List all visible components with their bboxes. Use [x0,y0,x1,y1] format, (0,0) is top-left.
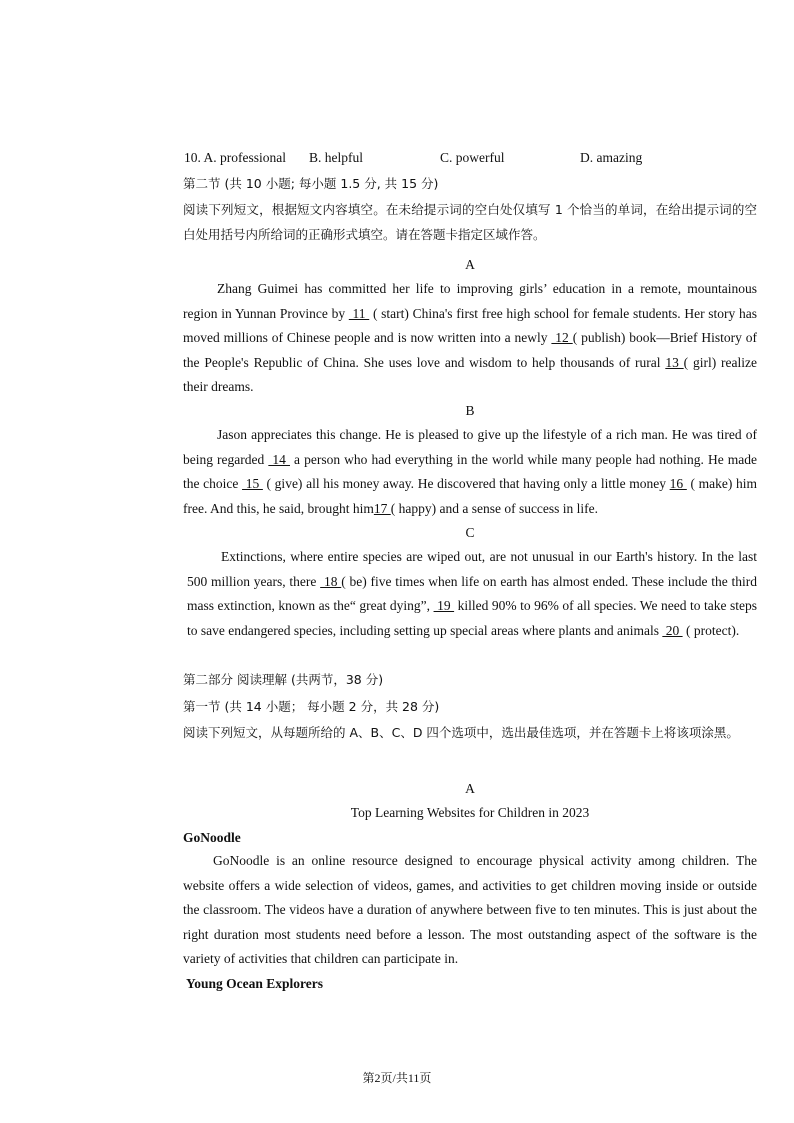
passage-a-text-1: Zhang Guimei has committed her life to improving girls’ education in a remote, mountainous region in Yunnan Province by [183,281,757,321]
page-number: 第2页/共11页 [362,1071,432,1085]
part2-instructions: 阅读下列短文，从每题所给的 A、B、C、D 四个选项中，选出最佳选项，并在答题卡上将该项涂黑。 [183,725,739,740]
blank-13[interactable]: 13 [665,354,684,370]
q10-option-c: C. powerful [440,150,505,165]
blank-19[interactable]: 19 [433,598,455,613]
passage-a-label: A [465,257,475,272]
blank-15[interactable]: 15 [242,476,263,491]
passage-c-text-2: ( be) five times when life on earth has almost ended. These include the third mass extinction, known as the“ great dying”, [187,573,758,613]
part2-heading: 第二部分 阅读理解 (共两节，38 分) [183,672,384,687]
part2-section1-heading: 第一节 (共 14 小题； 每小题 2 分，共 28 分) [183,699,440,714]
blank-18[interactable]: 18 [320,573,342,589]
blank-11[interactable]: 11 [348,305,370,321]
blank-14[interactable]: 14 [268,451,290,467]
q10-option-b: B. helpful [309,150,363,165]
passage-c-label: C [465,525,475,540]
reading-a-title: Top Learning Websites for Children in 2023 [350,805,590,820]
blank-12[interactable]: 12 [551,330,573,345]
passage-b-text-2: a person who had everything in the world while many people had nothing. He made the choice [183,451,757,491]
passage-c-text-1: Extinctions, where entire species are wiped out, are not unusual in our Earth's history. In the last 500 million years, there [187,549,757,589]
passage-c-text [187,545,757,643]
passage-b-text [183,423,757,521]
subheading-gonoodle: GoNoodle [183,830,241,845]
passage-b-text-4: ( make) him free. And this, he said, brought him [183,476,758,516]
gonoodle-paragraph: GoNoodle is an online resource designed to encourage physical activity among children. The website offers a wide selection of videos, games, and activities to get children moving inside or outside the classroom. The videos have a duration of anywhere between five to ten minutes. This is just about the right duration most students need before a lesson. The most outstanding aspect of the software is the variety of activities that children can participate in. [183,853,757,966]
passage-c-text-3: killed 90% to 96% of all species. We need to take steps to save endangered species, including setting up special areas where plants and animals [187,598,757,638]
section2-instructions: 阅读下列短文，根据短文内容填空。在未给提示词的空白处仅填写 1 个恰当的单词，在给出提示词的空白处用括号内所给词的正确形式填空。请在答题卡指定区域作答。 [183,202,757,242]
section2-heading: 第二节 (共 10 小题; 每小题 1.5 分, 共 15 分) [183,176,439,191]
passage-a-text-2: ( start) China's first free high school for female students. Her story has moved millions of Chinese people and is now written into a newly [183,305,757,345]
passage-c-text-4: ( protect). [682,622,740,638]
subheading-young-ocean-explorers: Young Ocean Explorers [186,976,324,991]
passage-b-label: B [465,403,475,418]
blank-17[interactable]: 17 [373,500,391,516]
passage-b-text-3: ( give) all his money away. He discovered that having only a little money [262,476,670,491]
reading-a-label: A [465,781,475,796]
passage-b-text-1: Jason appreciates this change. He is pleased to give up the lifestyle of a rich man. He was tired of being regarded [183,427,757,467]
passage-a-text [183,277,757,400]
blank-20[interactable]: 20 [662,622,683,638]
passage-a-text-3: ( publish) book—Brief History of the People's Republic of China. She uses love and wisdom to help thousands of rural [183,330,758,370]
blank-16[interactable]: 16 [669,476,687,491]
passage-a-text-4: ( girl) realize their dreams. [183,354,758,394]
q10-option-a: 10. A. professional [184,150,286,165]
q10-option-d: D. amazing [580,150,643,165]
passage-b-text-5: ( happy) and a sense of success in life. [390,500,599,516]
